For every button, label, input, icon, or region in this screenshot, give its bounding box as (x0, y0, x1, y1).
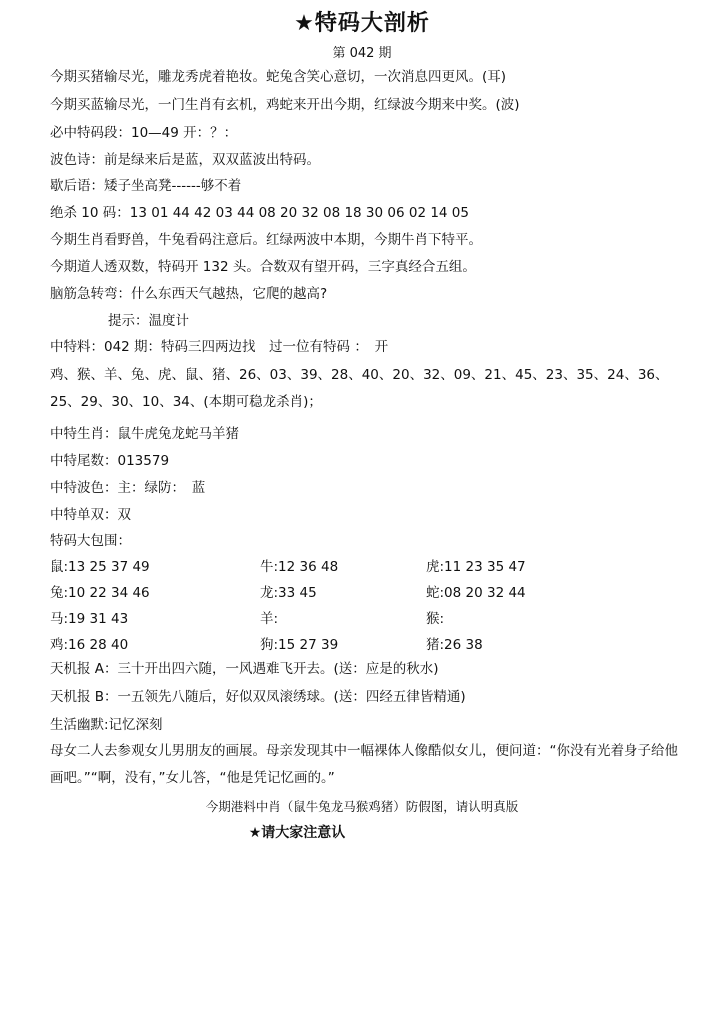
bao-cell: 蛇:08 20 32 44 (426, 585, 526, 601)
zodiac-line: 今期生肖看野兽，牛兔看码注意后。红绿两波中本期，今期牛肖下特平。 (50, 232, 482, 248)
page-title: ★特码大剖析 (294, 11, 430, 36)
bao-row (50, 610, 710, 628)
bao-cell: 羊: (260, 611, 279, 627)
bao-cell: 鼠:13 25 37 49 (50, 559, 150, 575)
verse-line-1: 今期买猪输尽光，雕龙秀虎着艳妆。蛇兔含笑心意切，一次消息四更风。(耳) (50, 69, 507, 85)
bao-cell: 马:19 31 43 (50, 611, 129, 627)
material-numbers-1: 鸡、猴、羊、兔、虎、鼠、猪、26、03、39、28、40、20、32、09、21、45、23、35、24、36、 (50, 367, 669, 383)
must-hit-range: 必中特码段：10—49 开：？： (50, 125, 238, 141)
material-line: 中特料：042 期：特码三四两边找 过一位有特码 ： 开 (50, 339, 389, 355)
zhongte-wave: 中特波色：主：绿防： 蓝 (50, 480, 206, 496)
bao-cell: 猴: (426, 611, 445, 627)
bao-cell: 龙:33 45 (260, 585, 317, 601)
bao-cell: 猪:26 38 (426, 637, 483, 653)
notice: ★请大家注意认 (248, 825, 346, 841)
brain-teaser-hint: 提示：温度计 (108, 313, 189, 329)
verse-line-2: 今期买蓝输尽光，一门生肖有玄机，鸡蛇来开出今期，红绿波今期来中奖。(波) (50, 97, 520, 113)
daoren-line: 今期道人透双数，特码开 132 头。合数双有望开码，三字真经合五组。 (50, 259, 476, 275)
kill-10-numbers: 绝杀 10 码：13 01 44 42 03 44 08 20 32 08 18 30 06 02 14 05 (50, 205, 469, 221)
bao-title: 特码大包围： (50, 533, 131, 549)
footnote: 今期港料中肖（鼠牛兔龙马猴鸡猪）防假图，请认明真版 (205, 799, 519, 814)
issue-number: 第 042 期 (332, 46, 392, 61)
bao-row (50, 636, 710, 654)
zhongte-odd-even: 中特单双：双 (50, 507, 131, 523)
xiehouyu: 歇后语：矮子坐高凳------够不着 (50, 178, 242, 194)
bao-cell: 虎:11 23 35 47 (426, 559, 526, 575)
bao-cell: 兔:10 22 34 46 (50, 585, 150, 601)
bao-row (50, 584, 710, 602)
tianji-b: 天机报 B：一五领先八随后，好似双凤滚绣球。(送：四经五律皆精通) (50, 689, 466, 705)
humor-text: 母女二人去参观女儿男朋友的画展。母亲发现其中一幅裸体人像酷似女儿，便问道：“你没有光着身子给他画吧。”“啊，没有，”女儿答，“他是凭记忆画的。” (50, 743, 678, 786)
bao-row (50, 558, 710, 576)
wave-color-poem: 波色诗：前是绿来后是蓝，双双蓝波出特码。 (50, 152, 320, 168)
humor-title: 生活幽默:记忆深刻 (50, 717, 163, 733)
tianji-a: 天机报 A：三十开出四六随，一风遇难飞开去。(送：应是的秋水) (50, 661, 439, 677)
material-numbers-2: 25、29、30、10、34、(本期可稳龙杀肖)； (50, 394, 322, 410)
zhongte-tail: 中特尾数：013579 (50, 453, 170, 469)
bao-cell: 鸡:16 28 40 (50, 637, 129, 653)
zhongte-zodiac: 中特生肖：鼠牛虎兔龙蛇马羊猪 (50, 426, 239, 442)
bao-cell: 牛:12 36 48 (260, 559, 339, 575)
brain-teaser: 脑筋急转弯：什么东西天气越热，它爬的越高? (50, 286, 328, 302)
bao-cell: 狗:15 27 39 (260, 637, 339, 653)
